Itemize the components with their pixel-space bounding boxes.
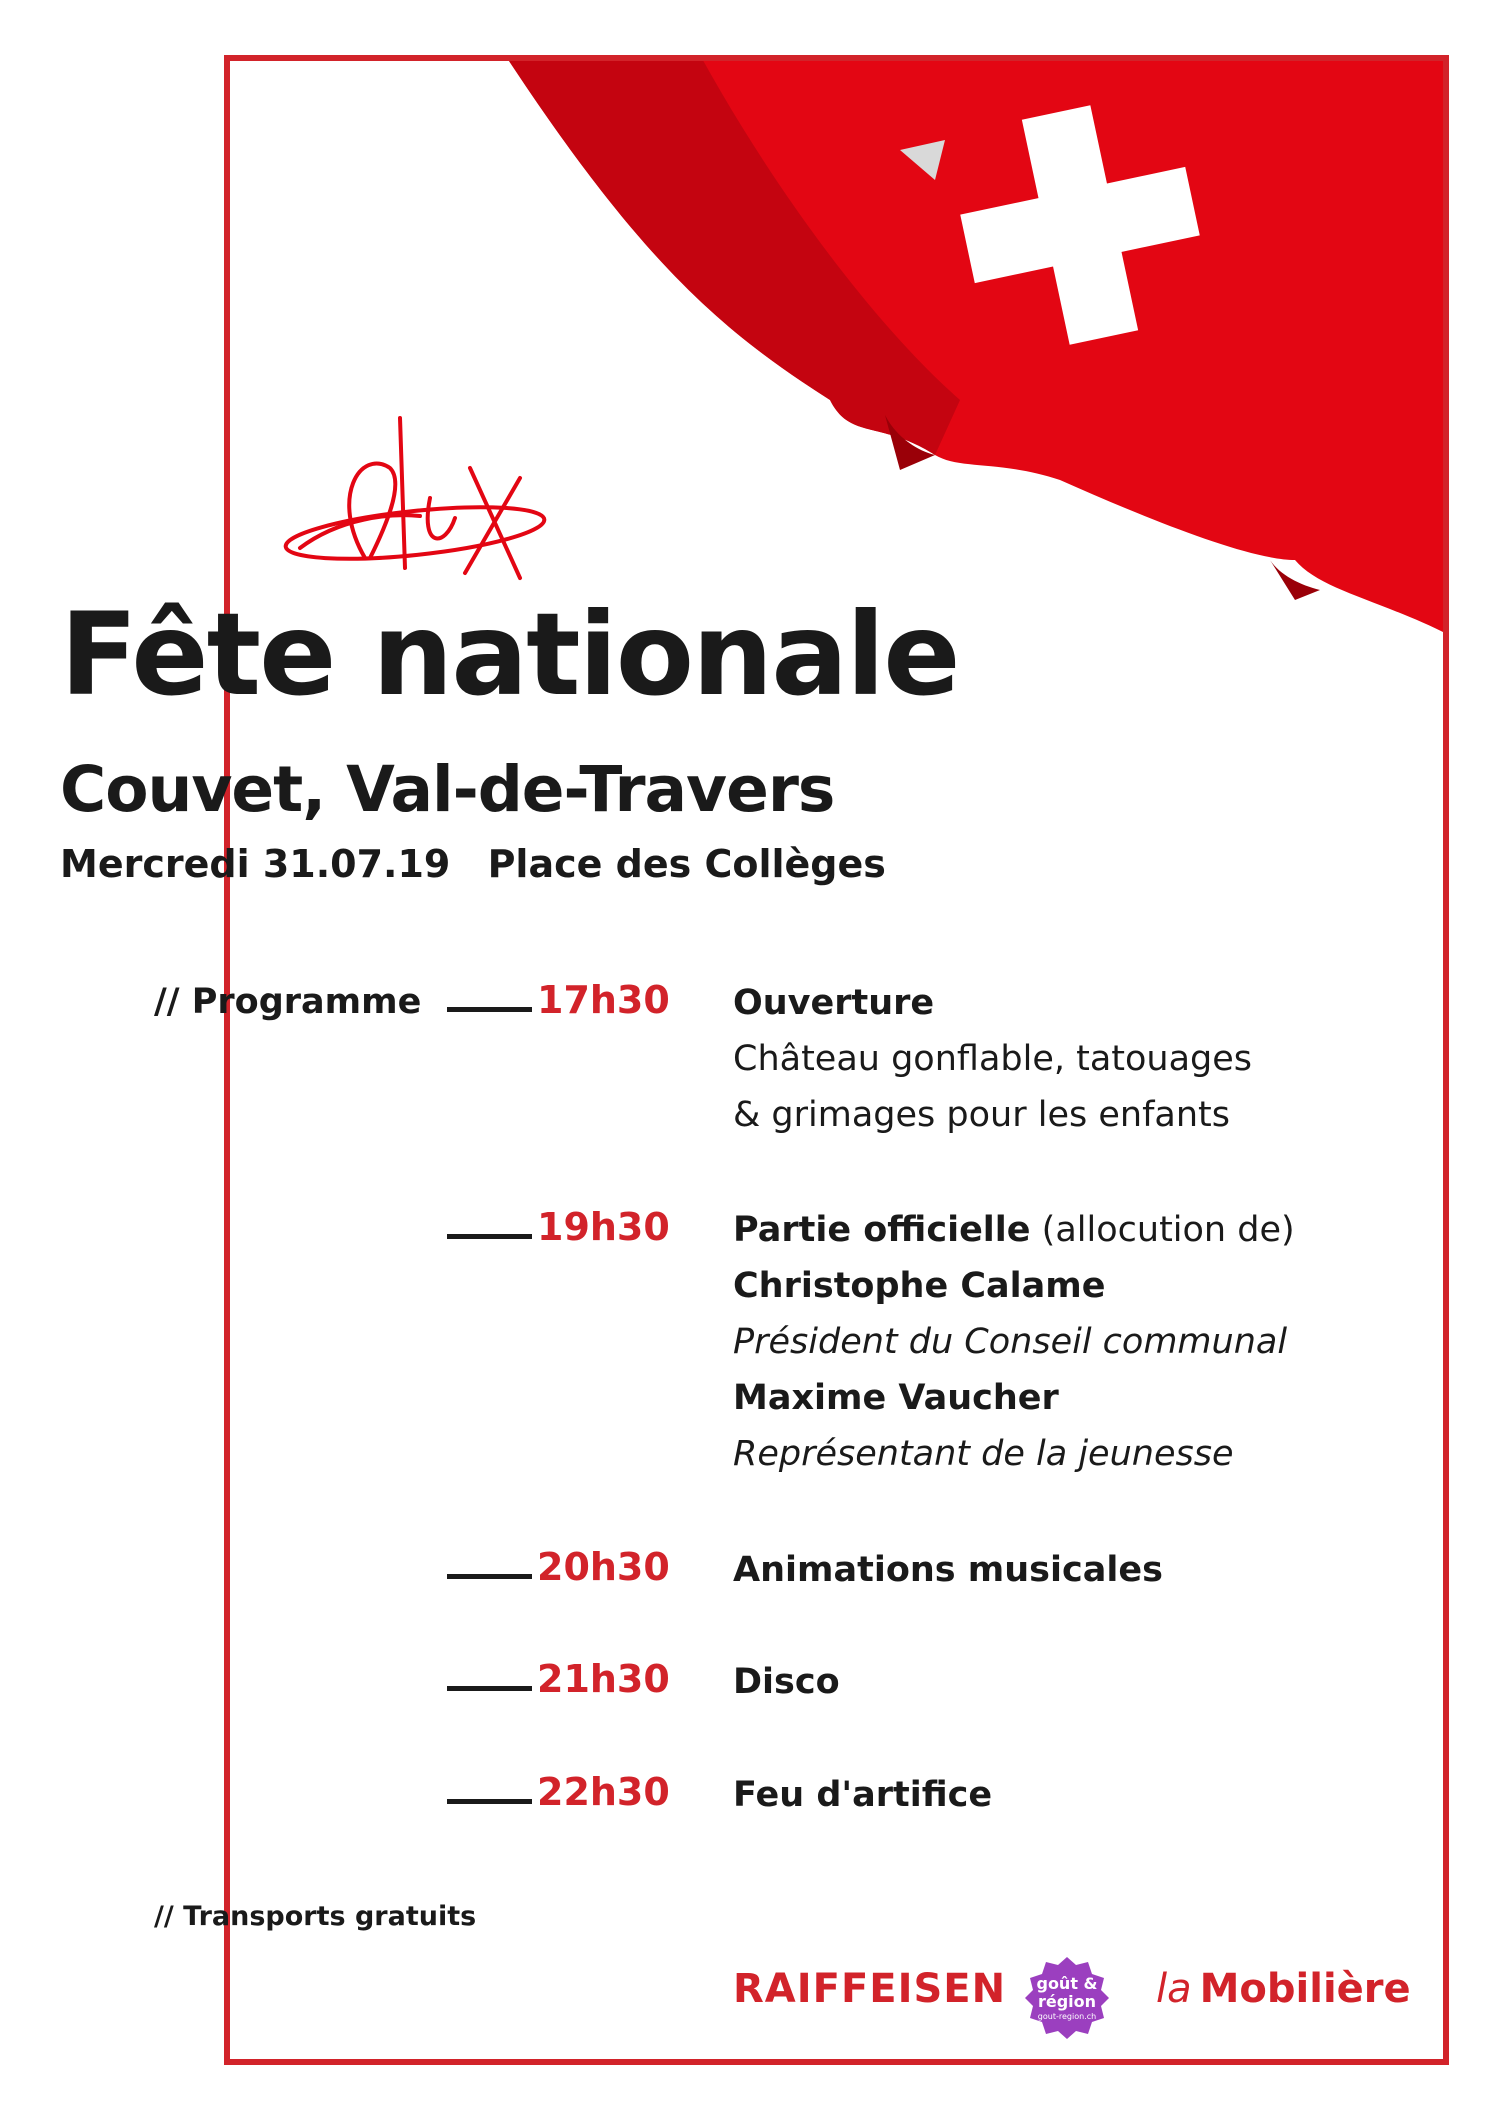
program-event-text: Christophe Calame [733, 1266, 1106, 1306]
program-event-line [733, 1031, 1413, 1087]
program-event-text: Feu d'artifice [733, 1775, 993, 1815]
program-event-extra: (allocution de) [1030, 1210, 1295, 1250]
mobiliere-logo [1156, 1966, 1411, 2012]
program-event-text: & grimages pour les enfants [733, 1095, 1230, 1135]
program-event-line [733, 1087, 1413, 1143]
event-place: Place des Collèges [487, 842, 886, 886]
program-event-line [733, 1314, 1413, 1370]
event-date: Mercredi 31.07.19 [60, 842, 451, 886]
program-event-line [733, 1370, 1413, 1426]
page-title: Fête nationale [60, 588, 959, 721]
program-time: 17h30 [537, 978, 670, 1022]
event-dateline [60, 842, 886, 886]
sponsors-bar [0, 1955, 1497, 2045]
program-event-text: Représentant de la jeunesse [733, 1434, 1234, 1474]
program-event-text: Maxime Vaucher [733, 1378, 1059, 1418]
society-logo-icon [270, 408, 560, 608]
program-event-line [733, 1654, 1413, 1710]
program-event [733, 1767, 1413, 1823]
program-dash [447, 1007, 532, 1012]
program-time: 20h30 [537, 1545, 670, 1589]
mobiliere-name: Mobilière [1199, 1966, 1411, 2012]
gout-url: gout-region.ch [1037, 2012, 1097, 2021]
gout-line2: région [1037, 1992, 1097, 2011]
program-event-line [733, 1258, 1413, 1314]
program-event-text: Disco [733, 1662, 840, 1702]
program-time: 19h30 [537, 1205, 670, 1249]
program-dash [447, 1574, 532, 1579]
program-event-line [733, 975, 1413, 1031]
program-event [733, 1654, 1413, 1710]
program-dash [447, 1686, 532, 1691]
transport-label: // Transports gratuits [154, 1901, 477, 1932]
program-event-text: Animations musicales [733, 1550, 1163, 1590]
program-event-line [733, 1767, 1413, 1823]
program-event [733, 1542, 1413, 1598]
program-event-line [733, 1202, 1413, 1258]
mobiliere-la: la [1156, 1966, 1192, 2012]
program-time: 22h30 [537, 1770, 670, 1814]
program-event-text: Président du Conseil communal [733, 1322, 1288, 1362]
program-event-line [733, 1542, 1413, 1598]
program-event [733, 1202, 1413, 1482]
gout-region-badge-icon [1024, 1955, 1110, 2041]
program-time: 21h30 [537, 1657, 670, 1701]
gout-line1: goût & [1036, 1974, 1098, 1993]
program-dash [447, 1234, 532, 1239]
program-event-text: Partie officielle [733, 1210, 1031, 1250]
raiffeisen-logo: RAIFFEISEN [733, 1966, 1007, 2012]
program-label: // Programme [154, 982, 422, 1022]
program-event-line [733, 1426, 1413, 1482]
program-event-text: Ouverture [733, 983, 935, 1023]
program-event [733, 975, 1413, 1143]
program-event-text: Château gonflable, tatouages [733, 1039, 1253, 1079]
page-subtitle: Couvet, Val-de-Travers [60, 753, 835, 826]
program-dash [447, 1799, 532, 1804]
